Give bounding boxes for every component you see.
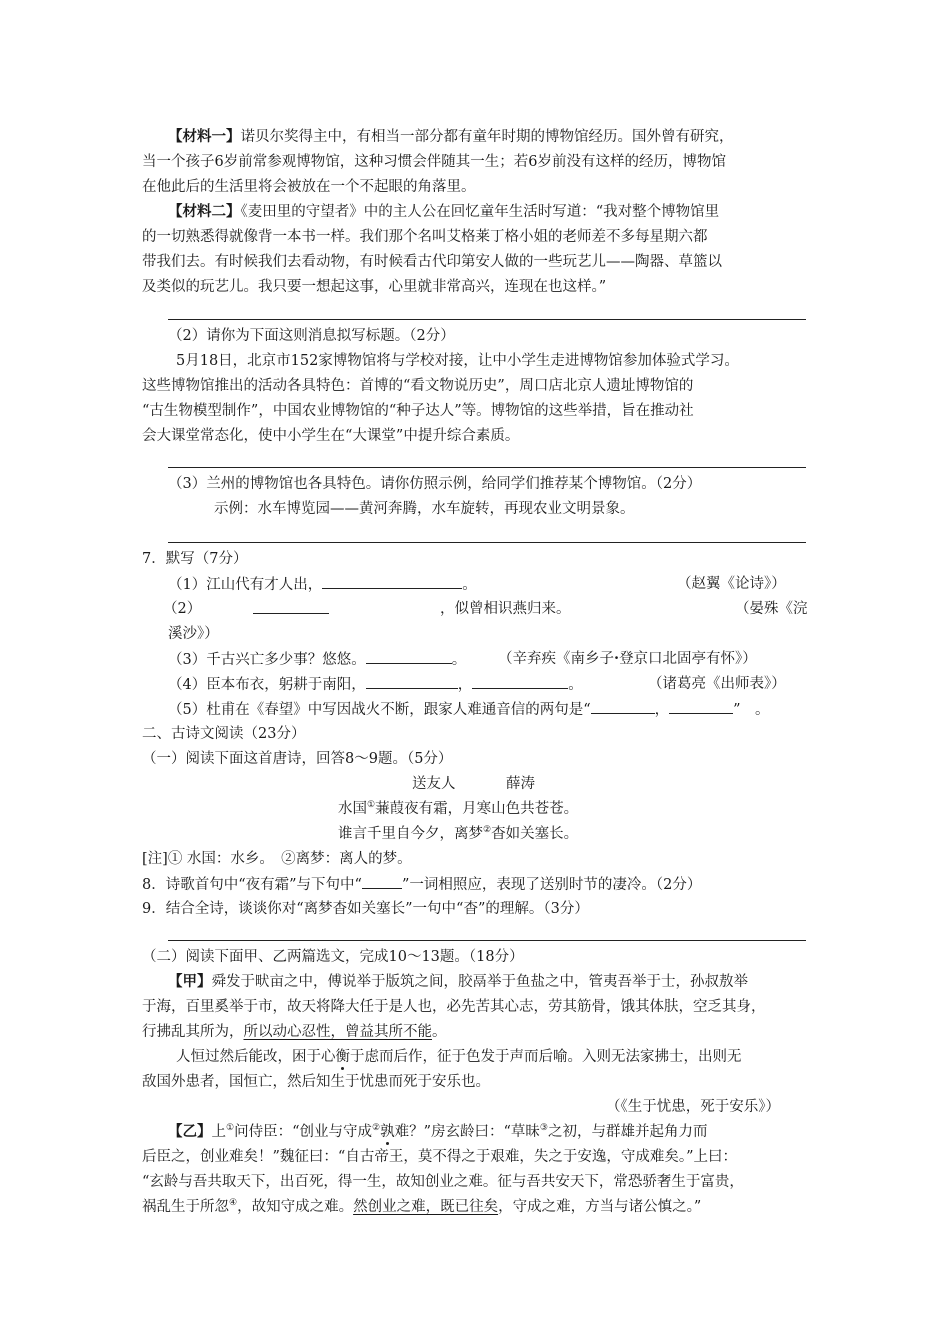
- q7-blank3[interactable]: [366, 649, 452, 664]
- yi-line1: 【乙】上①问侍臣：“创业与守成②孰难？”房玄龄曰：“草昧③之初，与群雄并起角力而: [168, 1123, 708, 1140]
- q7-blank1[interactable]: [322, 574, 462, 589]
- part2-title: （二）阅读下面甲、乙两篇选文，完成10～13题。（18分）: [142, 949, 524, 965]
- q7-blank4b[interactable]: [472, 674, 568, 689]
- material1-line2: 当一个孩子6岁前常参观博物馆，这种习惯会伴随其一生；若6岁前没有这样的经历，博物馆: [142, 154, 726, 170]
- q7-item4-source: （诸葛亮《出师表》）: [648, 676, 786, 692]
- poem-line2: 谁言千里自今夕，离梦②杳如关塞长。: [338, 825, 579, 842]
- material1-label: 【材料一】: [168, 128, 241, 145]
- yi-line3: “玄龄与吾共取天下，出百死，得一生，故知创业之难。征与吾共安天下，常恐骄奢生于富贵，: [142, 1174, 744, 1190]
- q7-item1: （1）江山代有才人出， 。: [168, 574, 477, 595]
- q7-blank5b[interactable]: [669, 699, 733, 714]
- material2-line2: 的一切熟悉得就像背一本书一样。我们那个名叫艾格莱丁格小姐的老师差不多每星期六都: [142, 229, 708, 245]
- q7-item4: （4）臣本布衣，躬耕于南阳， ， 。: [168, 674, 583, 695]
- q8: 8．诗歌首句中“夜有霜”与下句中“ ”一词相照应，表现了送别时节的凄冷。（2分）: [142, 874, 701, 895]
- answer-line-4[interactable]: [168, 940, 806, 941]
- material2-line3: 带我们去。有时候我们去看动物，有时候看古代印第安人做的一些玩艺儿——陶器、草篮以: [142, 254, 722, 270]
- jia-line2: 于海，百里奚举于市，故天将降大任于是人也，必先苦其心志，劳其筋骨，饿其体肤，空乏其身，: [142, 999, 766, 1015]
- q7-item2-text: ，似曾相识燕归来。: [440, 601, 571, 617]
- q7-item2-num: （2）: [163, 601, 202, 617]
- poem-note: [注]① 水国：水乡。 ②离梦：离人的梦。: [142, 851, 412, 867]
- jia-line4: 人恒过然后能改，困于心衡于虑而后作，征于色发于声而后喻。入则无法家拂士，出则无: [176, 1049, 742, 1065]
- material2-line1: 【材料二】《麦田里的守望者》中的主人公在回忆童年生活时写道：“我对整个博物馆里: [168, 203, 720, 220]
- jia-line5: 敌国外患者，国恒亡，然后知生于忧患而死于安乐也。: [142, 1074, 490, 1090]
- jia-line1: 【甲】舜发于畎亩之中，傅说举于版筑之间，胶鬲举于鱼盐之中，管夷吾举于士，孙叔敖举: [168, 973, 748, 990]
- q7-blank5a[interactable]: [591, 699, 655, 714]
- q7-item2-source-cont: 溪沙》）: [168, 626, 219, 642]
- jia-label: 【甲】: [168, 973, 212, 990]
- q7-item3: （3）千古兴亡多少事？悠悠。 。: [168, 649, 466, 670]
- answer-line-3[interactable]: [168, 542, 806, 543]
- q2-news-line4: 会大课堂常态化，使中小学生在“大课堂”中提升综合素质。: [142, 428, 520, 444]
- q2-news-line1: 5月18日，北京市152家博物馆将与学校对接，让中小学生走进博物馆参加体验式学习。: [176, 353, 739, 369]
- q7-item2: [253, 599, 329, 620]
- q8-blank[interactable]: [362, 874, 402, 889]
- q2-news-line3: “古生物模型制作”，中国农业博物馆的“种子达人”等。博物馆的这些举措，旨在推动社: [142, 403, 694, 419]
- jia-underlined: 所以动心忍性，曾益其所不能: [243, 1024, 432, 1040]
- yi-label: 【乙】: [168, 1123, 212, 1140]
- q7-item2-source: （晏殊《浣: [735, 601, 808, 617]
- q7-item5: （5）杜甫在《春望》中写因战火不断，跟家人难通音信的两句是“ ， ” 。: [168, 699, 770, 720]
- jia-source: （《生于忧患，死于安乐》）: [606, 1099, 780, 1115]
- material2-label: 【材料二】: [168, 203, 241, 220]
- poem-title: 送友人: [412, 776, 456, 792]
- yi-underlined: 然创业之难，既已往矣: [353, 1199, 499, 1215]
- poem-line1: 水国①蒹葭夜有霜，月寒山色共苍苍。: [338, 800, 579, 817]
- q3-example: 示例：水车博览园——黄河奔腾，水车旋转，再现农业文明景象。: [214, 501, 635, 517]
- jia-line3: 行拂乱其所为，所以动心忍性，曾益其所不能。: [142, 1024, 447, 1040]
- yi-dotted-char: 孰: [380, 1124, 395, 1140]
- material1-line1: 【材料一】诺贝尔奖得主中，有相当一部分都有童年时期的博物馆经历。国外曾有研究，: [168, 128, 734, 145]
- q7-item1-source: （赵翼《论诗》）: [677, 576, 786, 592]
- q7-blank2[interactable]: [253, 599, 329, 614]
- jia-dotted-char: 衡: [335, 1049, 350, 1065]
- yi-line4: 祸乱生于所忽④，故知守成之难。然创业之难，既已往矣，守成之难，方当与诸公慎之。”: [142, 1198, 702, 1215]
- material2-line4: 及类似的玩艺儿。我只要一想起这事，心里就非常高兴，连现在也这样。”: [142, 279, 607, 295]
- q2-prompt: （2）请你为下面这则消息拟写标题。（2分）: [168, 328, 455, 344]
- answer-line-2[interactable]: [168, 467, 806, 468]
- q2-news-line2: 这些博物馆推出的活动各具特色：首博的“看文物说历史”，周口店北京人遗址博物馆的: [142, 378, 694, 394]
- section2-title: 二、古诗文阅读（23分）: [142, 726, 306, 742]
- q7-blank4a[interactable]: [366, 674, 458, 689]
- q9: 9．结合全诗，谈谈你对“离梦杳如关塞长”一句中“杳”的理解。（3分）: [142, 901, 589, 917]
- q7-item3-source: （辛弃疾《南乡子·登京口北固亭有怀》）: [498, 650, 757, 667]
- yi-line2: 后臣之，创业难矣！”魏征曰：“自古帝王，莫不得之于艰难，失之于安逸，守成难矣。”上曰：: [142, 1149, 737, 1165]
- section2-part1: （一）阅读下面这首唐诗，回答8～9题。（5分）: [142, 751, 453, 767]
- answer-line-1[interactable]: [168, 319, 806, 320]
- q7-title: 7．默写（7分）: [142, 551, 248, 567]
- q3-prompt: （3）兰州的博物馆也各具特色。请你仿照示例，给同学们推荐某个博物馆。（2分）: [168, 476, 702, 492]
- material1-line3: 在他此后的生活里将会被放在一个不起眼的角落里。: [142, 179, 476, 195]
- poem-author: 薛涛: [506, 776, 535, 792]
